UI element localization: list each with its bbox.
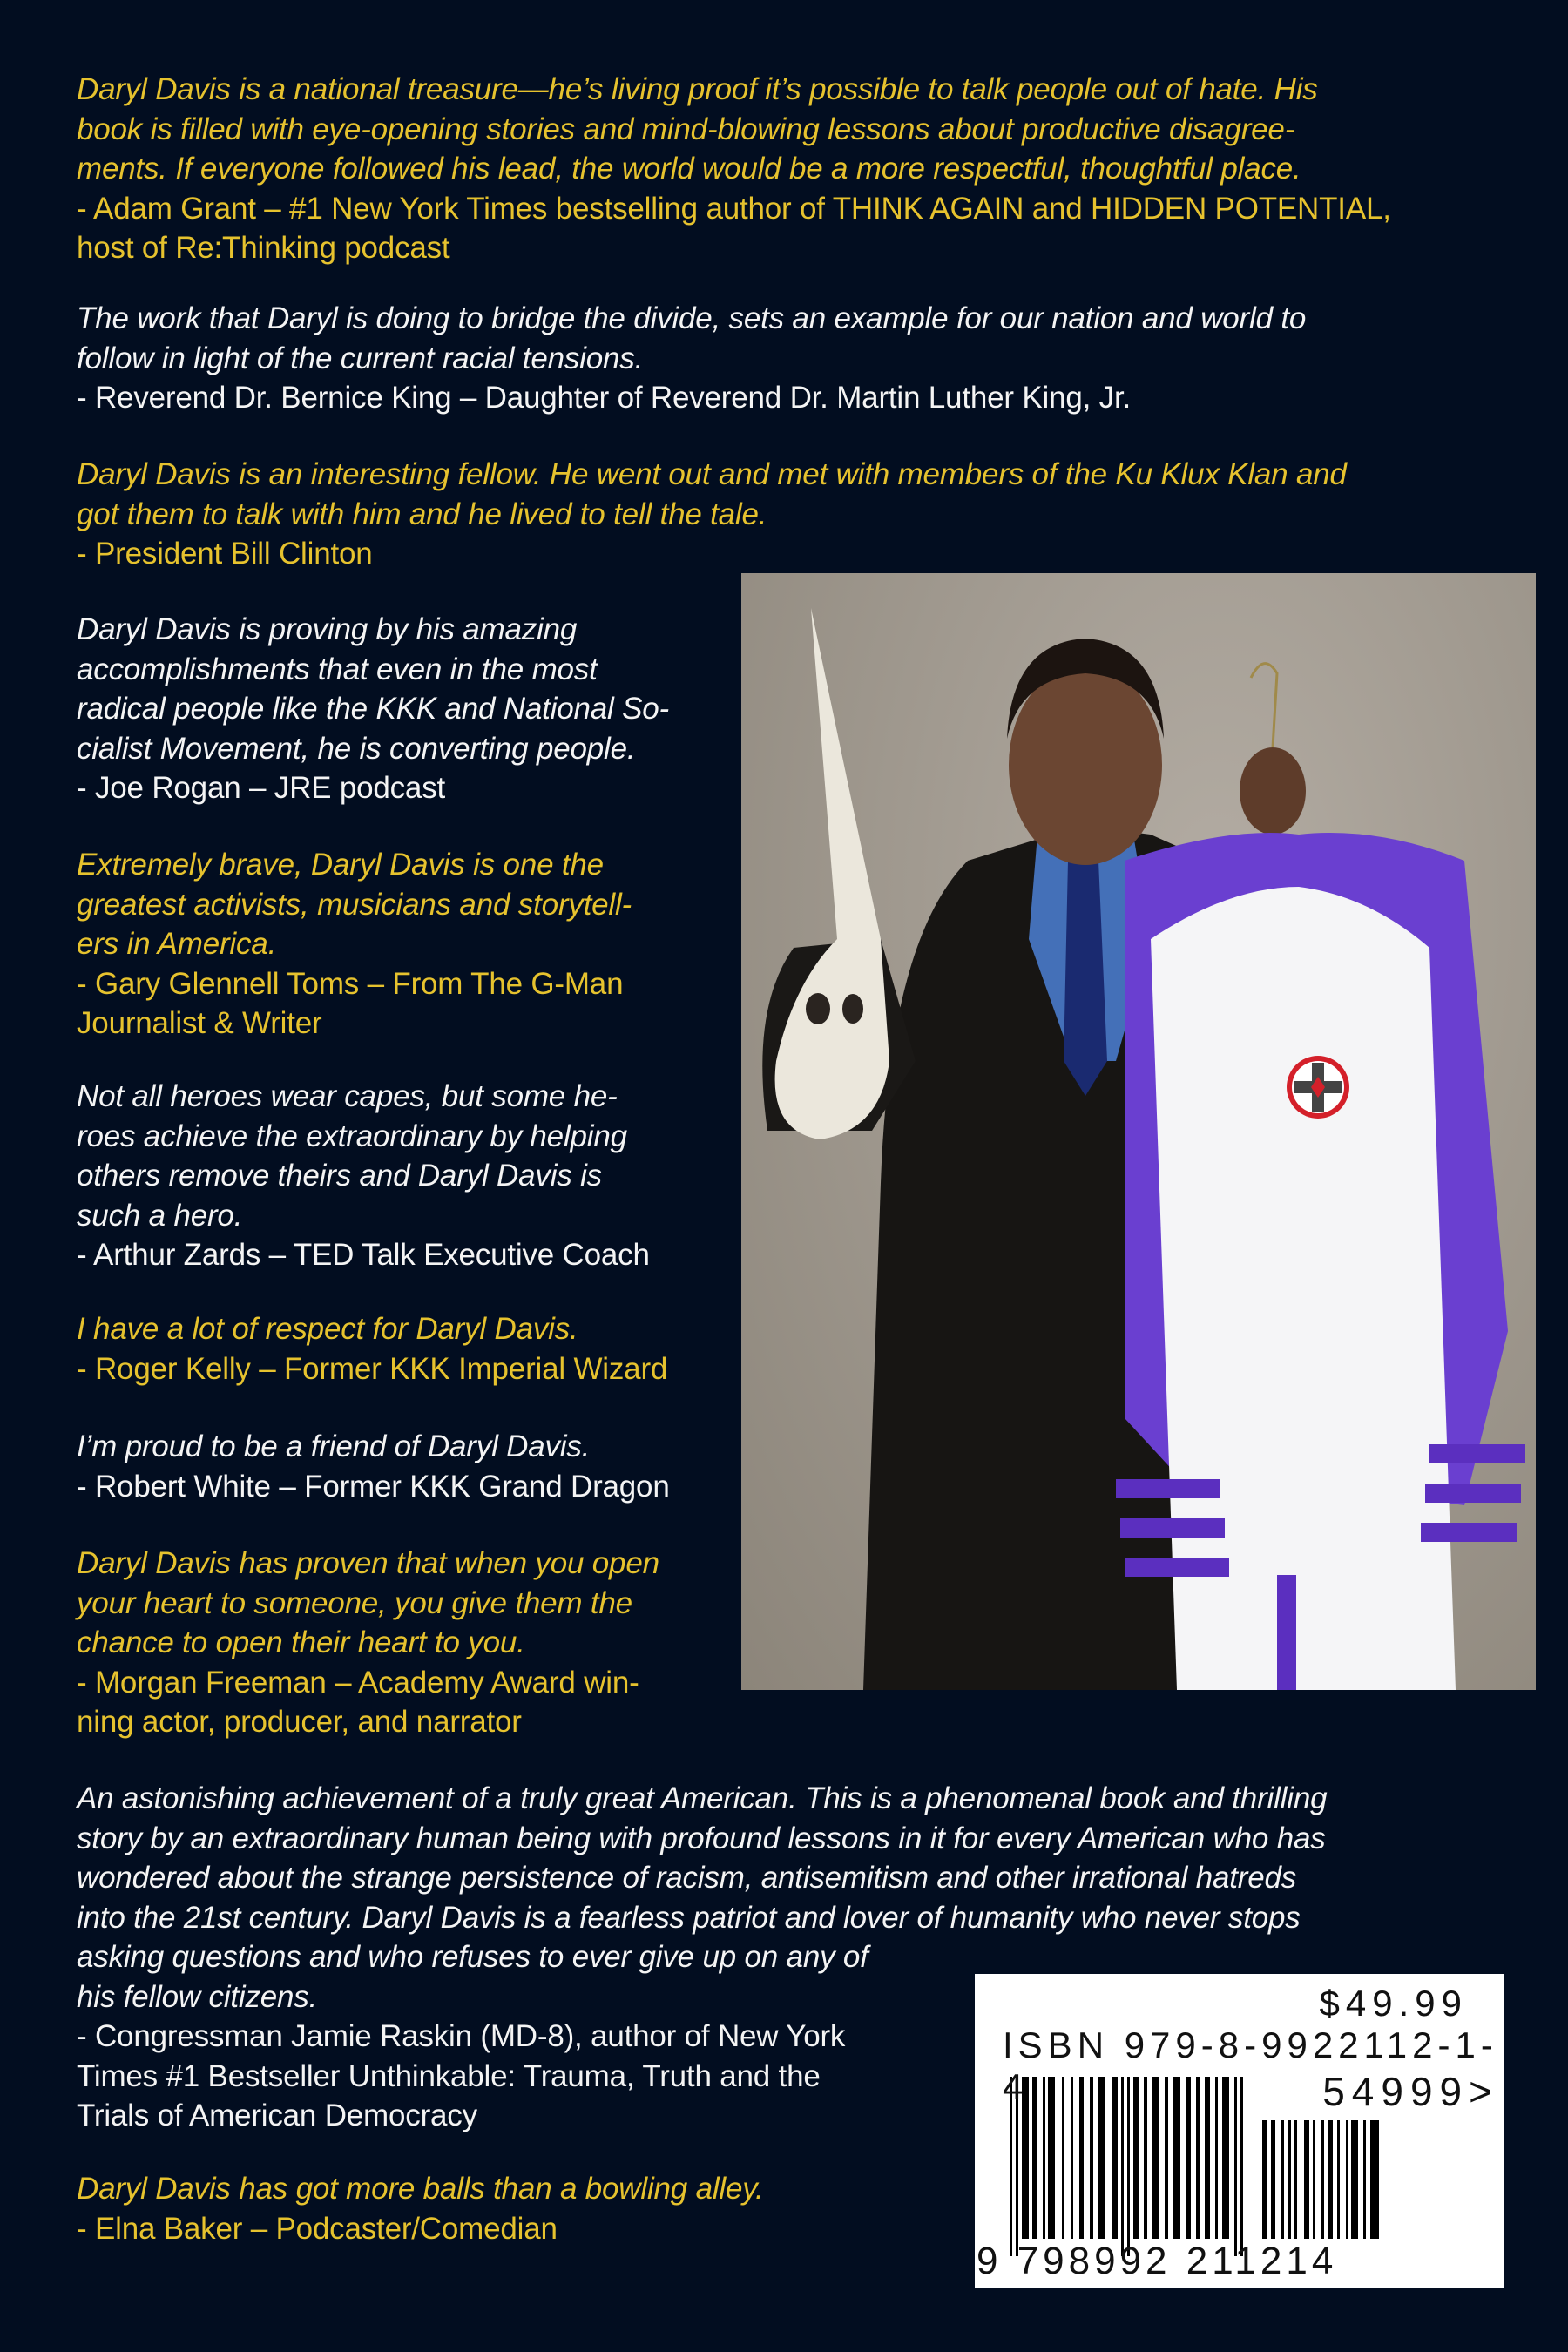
quote-text: Daryl Davis has proven that when you open your heart to someone, you give them the chance to open their heart to you. — [77, 1546, 659, 1659]
ean-digits: 9 798992 211214 — [977, 2240, 1338, 2282]
testimonial-bill-clinton — [77, 455, 1347, 574]
attribution: - Adam Grant – #1 New York Times bestselling author of THINK AGAIN and HIDDEN POTENTIAL, host of Re:Thinking podcast — [77, 191, 1391, 265]
testimonial-bernice-king — [77, 299, 1306, 418]
quote-text: I’m proud to be a friend of Daryl Davis. — [77, 1429, 591, 1463]
attribution: - Gary Glennell Toms – From The G-Man Journalist & Writer — [77, 966, 624, 1040]
attribution: - Congressman Jamie Raskin (MD-8), author of New York Times #1 Bestseller Unthinkable: Trauma, Truth and the Trials of American Democracy — [77, 2019, 846, 2132]
attribution: - Morgan Freeman – Academy Award win- ning actor, producer, and narrator — [77, 1665, 639, 1739]
testimonial-elna-baker — [77, 2169, 764, 2248]
quote-text: Extremely brave, Daryl Davis is one the greatest activists, musicians and storytell- ers in America. — [77, 848, 632, 961]
isbn-barcode — [975, 1974, 1504, 2288]
attribution: - President Bill Clinton — [77, 537, 373, 571]
quote-text: Daryl Davis is proving by his amazing accomplishments that even in the most radical people like the KKK and National So- cialist Movement, he is converting people. — [77, 612, 669, 766]
isbn-label: ISBN 979-8-9922112-1-4 — [1003, 2024, 1498, 2107]
testimonial-robert-white — [77, 1427, 670, 1506]
quote-text: An astonishing achievement of a truly great American. This is a phenomenal book and thrilling story by an extraordinary human being with profound lessons in it for every American who has wondered about the strange persistence of racism, antisemitism and other irrational hatreds into the 21st century. Daryl Davis is a fearless patriot and lover of humanity who never stops asking questions and who refuses to ever give up on any of his fellow citizens. — [77, 1781, 1328, 2014]
author-photo-illustration — [741, 573, 1536, 1690]
quote-text: I have a lot of respect for Daryl Davis. — [77, 1312, 578, 1346]
author-photo — [741, 573, 1536, 1690]
attribution: - Arthur Zards – TED Talk Executive Coach — [77, 1238, 650, 1272]
testimonial-joe-rogan — [77, 610, 669, 808]
price-label: $49.99 — [1319, 1983, 1468, 2024]
testimonial-gary-toms — [77, 845, 632, 1044]
quote-text: Daryl Davis has got more balls than a bowling alley. — [77, 2172, 764, 2206]
testimonial-arthur-zards — [77, 1077, 650, 1275]
testimonial-morgan-freeman — [77, 1544, 659, 1742]
price-addon-code: 54999> — [1322, 2069, 1499, 2114]
attribution: - Elna Baker – Podcaster/Comedian — [77, 2211, 558, 2246]
attribution: - Joe Rogan – JRE podcast — [77, 771, 446, 805]
quote-text: The work that Daryl is doing to bridge the divide, sets an example for our nation and world to follow in light of the current racial tensions. — [77, 301, 1307, 375]
quote-text: Daryl Davis is a national treasure—he’s living proof it’s possible to talk people out of hate. His book is filled with eye-opening stories and mind-blowing lessons about productive disagree- ments. If everyone followed his lead, the world would be a more respectful, thoughtful place. — [77, 72, 1318, 186]
attribution: - Reverend Dr. Bernice King – Daughter of Reverend Dr. Martin Luther King, Jr. — [77, 381, 1131, 415]
testimonial-adam-grant — [77, 70, 1391, 268]
attribution: - Roger Kelly – Former KKK Imperial Wizard — [77, 1351, 668, 1386]
quote-text: Not all heroes wear capes, but some he- roes achieve the extraordinary by helping others remove theirs and Daryl Davis is such a hero. — [77, 1079, 627, 1233]
testimonial-roger-kelly — [77, 1309, 667, 1389]
attribution: - Robert White – Former KKK Grand Dragon — [77, 1469, 670, 1504]
quote-text: Daryl Davis is an interesting fellow. He went out and met with members of the Ku Klux Klan and got them to talk with him and he lived to tell the tale. — [77, 457, 1347, 531]
